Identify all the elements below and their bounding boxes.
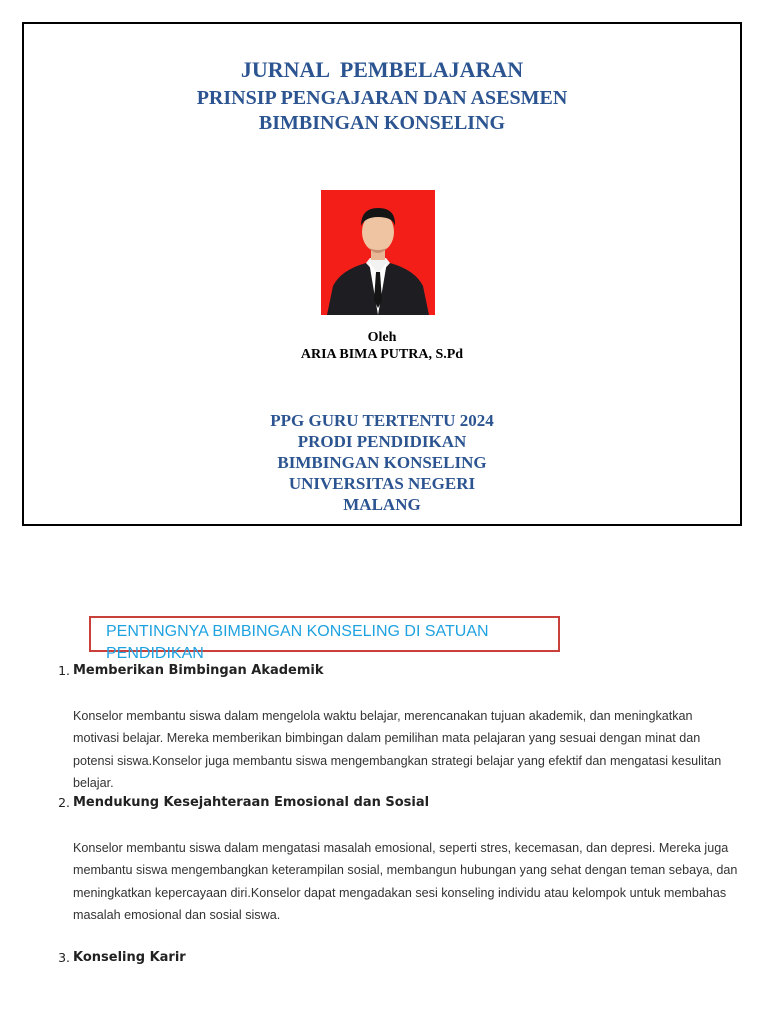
list-number: 1. bbox=[58, 663, 70, 678]
subtitle-line-2: BIMBINGAN KONSELING bbox=[258, 112, 506, 134]
item-heading: Memberikan Bimbingan Akademik bbox=[73, 663, 324, 678]
author-name: ARIA BIMA PUTRA, S.Pd bbox=[300, 347, 464, 362]
by-label: Oleh bbox=[367, 330, 397, 345]
cover-page bbox=[22, 22, 742, 526]
item-paragraph: Konselor membantu siswa dalam mengelola waktu belajar, merencanakan tujuan akademik, dan meningkatkan motivasi belajar. Mereka memberikan bimbingan dalam pemilihan mata pelajaran yang sesuai dengan minat dan potensi siswa.Konselor juga membantu siswa mengembangkan strategi belajar yang efektif dan mengatasi kesulitan belajar. bbox=[73, 709, 722, 790]
item-paragraph: Konselor membantu siswa dalam mengatasi masalah emosional, seperti stres, kecemasan, dan depresi. Mereka juga membantu siswa mengembangkan keterampilan sosial, membangun hubungan yang sehat dengan teman sebaya, dan meningkatkan kepercayaan diri.Konselor dapat mengadakan sesi konseling individu atau kelompok untuk membahas masalah emosional dan sosial siswa. bbox=[73, 841, 738, 922]
section-heading-box bbox=[89, 616, 560, 662]
institution-line-4: UNIVERSITAS NEGERI bbox=[288, 474, 476, 493]
item-heading: Konseling Karir bbox=[73, 950, 186, 965]
author-photo bbox=[321, 190, 435, 315]
institution-line-5: MALANG bbox=[343, 495, 421, 514]
list-number: 3. bbox=[58, 950, 70, 965]
institution-line-1: PPG GURU TERTENTU 2024 bbox=[270, 411, 494, 430]
item-heading: Mendukung Kesejahteraan Emosional dan Sosial bbox=[73, 795, 430, 810]
list-number: 2. bbox=[58, 795, 70, 810]
institution-line-2: PRODI PENDIDIKAN bbox=[297, 432, 467, 451]
section-title: PENTINGNYA BIMBINGAN KONSELING DI SATUAN PENDIDIKAN bbox=[106, 623, 489, 662]
subtitle-line-1: PRINSIP PENGAJARAN DAN ASESMEN bbox=[196, 87, 568, 109]
journal-title: JURNAL PEMBELAJARAN bbox=[240, 57, 524, 82]
institution-line-3: BIMBINGAN KONSELING bbox=[277, 453, 487, 472]
